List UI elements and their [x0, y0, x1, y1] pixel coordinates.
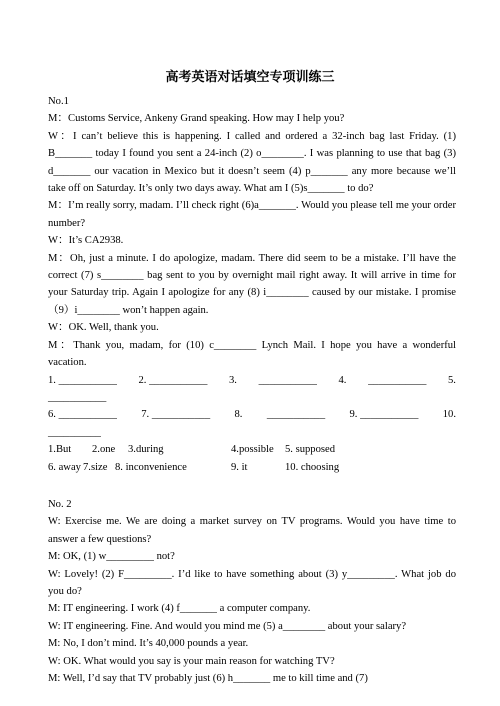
dialogue-line: W: OK. What would you say is your main reason for watching TV? [48, 655, 335, 667]
document-title: 高考英语对话填空专项训练三 [165, 70, 335, 85]
dialogue-line: M: No, I don’t mind. It’s 40,000 pounds a year. [48, 638, 249, 650]
blank-item: ___________ [368, 374, 427, 386]
blank-item: 1. ___________ [48, 374, 117, 386]
dialogue-line: W：It’s CA2938. [48, 235, 124, 247]
dialogue-line: W: Lovely! (2) F_________. I’d like to have something about (3) y_________. What job do you do? [48, 568, 456, 597]
dialogue-line: M: Well, I’d say that TV probably just (6) h_______ me to kill time and (7) [48, 673, 368, 684]
answers-row-2 [48, 459, 456, 476]
answer-blanks-row-2 [48, 406, 456, 423]
answer-item: 2.one [92, 444, 116, 456]
answer-item: 9. it [231, 461, 248, 473]
document-body [48, 93, 456, 687]
dialogue-line: M：Oh, just a minute. I do apologize, madam. There did seem to be a mistake. I’ll have the correct (7) s________ bag sent to you by overnight mail right away. It will arrive in time for your Saturday trip. Again I apologize for any (8) i________ caused by our mistake. I promise（9）i________ won’t happen again. [48, 252, 456, 316]
blank-item: 4. [338, 374, 347, 386]
answers-row-1 [48, 441, 456, 458]
blank-item: 5. [448, 374, 456, 386]
answer-item: 5. supposed [285, 444, 336, 456]
dialogue-line: W：I can’t believe this is happening. I called and ordered a 32-inch bag last Friday. (1) B_______ today I found you sent a 24-inch (2) o________. I was planning to use that bag (3) d_______ our vacation in Mexico but it doesn’t seem (4) p_______ any more because we’ll take off on Saturday. It’s only two days away. What am I (5)s_______ to do? [48, 130, 456, 195]
section2-label: No. 2 [48, 498, 72, 510]
blank-item: ___________ [266, 409, 326, 421]
blank-item: 3. [229, 374, 237, 386]
blank-item: 10. [442, 409, 456, 421]
dialogue-line: W：OK. Well, thank you. [48, 322, 159, 334]
answer-item: 3.during [128, 444, 164, 456]
answer-item: 4.possible [231, 444, 274, 456]
answer-item: 10. choosing [285, 461, 340, 473]
answer-item: 7.size [83, 461, 108, 473]
dialogue-line: M：I’m really sorry, madam. I’ll check right (6)a_______. Would you please tell me your order number? [48, 200, 456, 229]
blank-item: ___________ [258, 374, 317, 386]
dialogue-line: W: IT engineering. Fine. And would you mind me (5) a________ about your salary? [48, 620, 407, 632]
answer-item: 8. inconvenience [115, 461, 187, 473]
blank-item: 2. ___________ [138, 374, 208, 386]
dialogue-line: M: OK, (1) w_________ not? [48, 551, 175, 563]
blank-item: 6. ___________ [48, 409, 117, 421]
blank-item: __________ [48, 426, 101, 438]
answer-item: 6. away [48, 461, 81, 473]
blank-item: 7. ___________ [141, 409, 211, 421]
blank-item: 9. ___________ [349, 409, 419, 421]
section1-label: No.1 [48, 96, 69, 107]
blank-item: ___________ [48, 391, 107, 403]
blank-item: 8. [234, 409, 243, 421]
dialogue-line: M：Thank you, madam, for (10) c________ Lynch Mail. I hope you have a wonderful vacation. [48, 339, 456, 369]
answer-blanks-row-1 [48, 372, 456, 389]
answer-item: 1.But [48, 444, 72, 456]
dialogue-line: M: IT engineering. I work (4) f_______ a computer company. [48, 603, 311, 615]
dialogue-line: M：Customs Service, Ankeny Grand speaking. How may I help you? [48, 113, 345, 125]
dialogue-line: W: Exercise me. We are doing a market survey on TV programs. Would you have time to answer a few questions? [48, 516, 456, 545]
